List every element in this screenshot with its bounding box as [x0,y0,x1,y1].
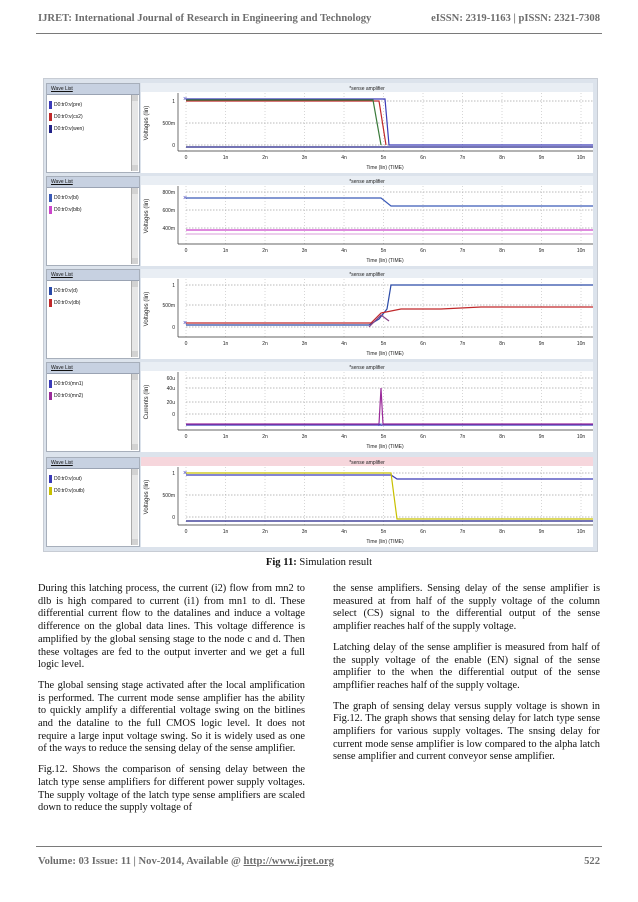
waveform-panel [44,269,597,359]
waveform-plot [141,176,595,266]
wave-list-scrollbar[interactable] [131,281,138,357]
wave-list-title [47,177,139,188]
trace-color-swatch [49,475,52,483]
y-tick-label: 600m [162,208,175,214]
wave-list-scrollbar[interactable] [131,188,138,264]
trace-label: D0:tr0:v(out) [54,476,82,482]
right-column [333,583,600,772]
waveform-plot [141,457,595,547]
x-tick-label: 7n [459,529,466,535]
y-tick-label: 400m [162,226,175,232]
x-tick-label: 1n [222,155,229,161]
x-tick-label: 10n [576,529,586,535]
plot-title: *sense amplifier [349,272,385,278]
plot-background [141,269,593,359]
waveform-plot [141,83,595,173]
y-tick-label: 0 [172,325,175,331]
x-tick-label: 9n [538,529,545,535]
cursor-marker: × [183,96,188,103]
y-tick-label: 1 [172,99,175,105]
page-header [38,13,600,24]
y-tick-label: 20u [166,400,175,406]
wave-list-item[interactable] [47,390,139,402]
trace-color-swatch [49,392,52,400]
x-axis-label: Time (lin) (TIME) [366,444,404,450]
wave-list-item[interactable] [47,297,139,309]
x-tick-label: 5n [380,529,387,535]
header-rule [36,33,602,34]
footer-volume: Volume: 03 Issue: 11 | Nov-2014, Available @ [38,856,244,867]
trace-label: D0:tr0:v(blb) [54,207,82,213]
trace-color-swatch [49,299,52,307]
trace-label: D0:tr0:v(pre) [54,102,83,108]
y-tick-label: 800m [162,190,175,196]
x-tick-label: 0 [184,341,188,347]
wave-list-title-text: Wave List [51,365,73,371]
paragraph: The global sensing stage activated after the local amplification is performed. The current mode sense amplifier has the ability to quickly amplify a differential voltage swing on the bitlines and the dataline to the full CMOS logic level. It does not require a large input voltage swing. So it is widely used as one of the ways to reduce the sensing delay of the sense amplifier. [38,679,305,755]
x-tick-label: 10n [576,341,586,347]
x-tick-label: 9n [538,341,545,347]
x-tick-label: 2n [262,434,268,440]
plot-background [141,176,593,266]
y-axis-label: Voltages (lin) [144,479,150,515]
plot-background [141,362,593,452]
trace-color-swatch [49,125,52,133]
x-tick-label: 5n [380,341,387,347]
trace-color-swatch [49,380,52,388]
x-tick-label: 10n [576,155,586,161]
figure-caption [0,557,638,568]
x-tick-label: 2n [262,248,268,254]
x-tick-label: 8n [499,341,505,347]
x-tick-label: 7n [459,341,466,347]
x-tick-label: 1n [222,248,229,254]
x-tick-label: 4n [341,529,347,535]
trace-color-swatch [49,206,52,214]
x-tick-label: 8n [499,529,505,535]
simulation-figure [43,78,598,552]
x-tick-label: 6n [420,529,426,535]
wave-list [46,269,140,359]
wave-list-item[interactable] [47,378,139,390]
figure-caption-label: Fig 11: [265,557,297,568]
x-tick-label: 4n [341,248,347,254]
x-tick-label: 8n [499,155,505,161]
x-tick-label: 2n [262,341,268,347]
x-tick-label: 7n [459,248,466,254]
cursor-marker: × [183,320,188,327]
wave-list-item[interactable] [47,99,139,111]
x-tick-label: 6n [420,248,426,254]
waveform-panel [44,83,597,173]
cursor-marker: × [378,422,383,429]
x-tick-label: 4n [341,155,347,161]
waveform-plot [141,269,595,359]
waveform-panel [44,362,597,452]
wave-list-title-text: Wave List [51,272,73,278]
x-tick-label: 8n [499,434,505,440]
page-footer [38,856,600,867]
journal-link[interactable]: http://www.ijret.org [243,856,334,867]
trace-label: D0:tr0:v(db) [54,300,81,306]
wave-list-item[interactable] [47,285,139,297]
x-axis-label: Time (lin) (TIME) [366,165,404,171]
wave-list-title [47,270,139,281]
cursor-marker: × [183,470,188,477]
x-tick-label: 0 [184,155,188,161]
wave-list [46,176,140,266]
x-tick-label: 10n [576,248,586,254]
x-tick-label: 4n [341,434,347,440]
paragraph: the sense amplifiers. Sensing delay of the sense amplifier is measured at from half of the supply voltage of the column select (CS) signal to the differential output of the sense amplifier reaches half of the supply voltage. [333,583,600,633]
x-tick-label: 2n [262,155,268,161]
wave-list-title [47,458,139,469]
wave-list-title-text: Wave List [51,179,73,185]
x-tick-label: 5n [380,434,387,440]
trace-label: D0:tr0:v(wen) [54,126,85,132]
x-tick-label: 5n [380,248,387,254]
y-tick-label: 0 [172,143,175,149]
wave-list-item[interactable] [47,473,139,485]
trace-color-swatch [49,194,52,202]
paragraph: Fig.12. Shows the comparison of sensing delay between the latch type sense amplifiers for different power supply voltages. The supply voltage of the latch type sense amplifiers are scaled down to reduce the supply voltage of [38,764,305,814]
x-tick-label: 9n [538,248,545,254]
x-tick-label: 10n [576,434,586,440]
plot-background [141,457,593,547]
cursor-marker: × [183,195,188,202]
x-tick-label: 7n [459,155,466,161]
journal-name: IJRET: International Journal of Research in Engineering and Technology [38,13,372,24]
waveform-panel [44,176,597,266]
x-tick-label: 3n [301,248,308,254]
y-tick-label: 0 [172,412,175,418]
plot-title: *sense amplifier [349,86,385,92]
x-tick-label: 0 [184,434,188,440]
wave-list-scrollbar[interactable] [131,374,138,450]
trace-label: D0:tr0:v(cs2) [54,114,83,120]
plot-title: *sense amplifier [349,460,385,466]
y-tick-label: 0 [172,515,175,521]
plot-title: *sense amplifier [349,179,385,185]
x-tick-label: 6n [420,155,426,161]
waveform-plot [141,362,595,452]
x-tick-label: 3n [301,341,308,347]
wave-list-title [47,363,139,374]
wave-list-scrollbar[interactable] [131,469,138,545]
wave-list-title-text: Wave List [51,460,73,466]
x-tick-label: 9n [538,155,545,161]
x-axis-label: Time (lin) (TIME) [366,258,404,264]
x-tick-label: 4n [341,341,347,347]
x-tick-label: 3n [301,434,308,440]
wave-list-item[interactable] [47,192,139,204]
y-tick-label: 1 [172,471,175,477]
y-tick-label: 40u [166,386,175,392]
wave-list [46,362,140,452]
trace-color-swatch [49,101,52,109]
trace-label: D0:tr0:i(mn2) [54,393,84,399]
trace-color-swatch [49,287,52,295]
wave-list-item[interactable] [47,123,139,135]
paragraph: The graph of sensing delay versus supply voltage is shown in Fig.12. The graph shows that sensing delay for latch type sense amplifiers for various supply voltages. The snsing delay for current mode sense amplifier is low compared to the alpha latch sense amplifier and current conveyor sense amplifier. [333,700,600,763]
y-axis-label: Voltages (lin) [144,198,150,234]
x-tick-label: 5n [380,155,387,161]
plot-title: *sense amplifier [349,365,385,371]
x-tick-label: 1n [222,529,229,535]
y-tick-label: 500m [162,303,175,309]
x-tick-label: 1n [222,341,229,347]
wave-list [46,83,140,173]
figure-caption-text: Simulation result [296,557,373,568]
y-tick-label: 60u [166,376,175,382]
y-axis-label: Voltages (lin) [144,291,150,327]
trace-label: D0:tr0:v(outb) [54,488,85,494]
x-axis-label: Time (lin) (TIME) [366,351,404,357]
trace-color-swatch [49,487,52,495]
wave-list [46,457,140,547]
issn: eISSN: 2319-1163 | pISSN: 2321-7308 [431,13,600,24]
trace-color-swatch [49,113,52,121]
wave-list-title-text: Wave List [51,86,73,92]
x-tick-label: 0 [184,529,188,535]
x-tick-label: 9n [538,434,545,440]
wave-list-title [47,84,139,95]
trace-label: D0:tr0:v(d) [54,288,78,294]
x-axis-label: Time (lin) (TIME) [366,539,404,545]
trace-label: D0:tr0:v(bl) [54,195,79,201]
y-axis-label: Currents (lin) [144,384,150,420]
x-tick-label: 6n [420,341,426,347]
paragraph: Latching delay of the sense amplifier is measured from half of the supply voltage of the enable (EN) signal of the sense amplifier to the when the differential output of the sense ampflifier reaches half of the supply voltage. [333,641,600,691]
x-tick-label: 8n [499,248,505,254]
x-tick-label: 1n [222,434,229,440]
paragraph: During this latching process, the current (i2) flow from mn2 to dlb is high compared to current (i1) from mn1 to dl. These differential current flow to the datalines and induce a voltage difference on the global data lines. This voltage difference is amplified by the global sensing stage to the node c and d. Then these voltages are fed to the output inverter and we get a full logic level. [38,583,305,671]
y-tick-label: 1 [172,283,175,289]
plot-background [141,83,593,173]
trace-label: D0:tr0:i(mn1) [54,381,84,387]
x-tick-label: 3n [301,529,308,535]
y-tick-label: 500m [162,493,175,499]
y-axis-label: Voltages (lin) [144,105,150,141]
footer-rule [36,846,602,847]
x-tick-label: 2n [262,529,268,535]
y-tick-label: 500m [162,121,175,127]
x-tick-label: 6n [420,434,426,440]
wave-list-item[interactable] [47,111,139,123]
wave-list-item[interactable] [47,204,139,216]
page-number: 522 [584,856,600,867]
wave-list-item[interactable] [47,485,139,497]
waveform-panel [44,457,597,547]
x-tick-label: 7n [459,434,466,440]
x-tick-label: 3n [301,155,308,161]
wave-list-scrollbar[interactable] [131,95,138,171]
left-column [38,583,305,823]
x-tick-label: 0 [184,248,188,254]
